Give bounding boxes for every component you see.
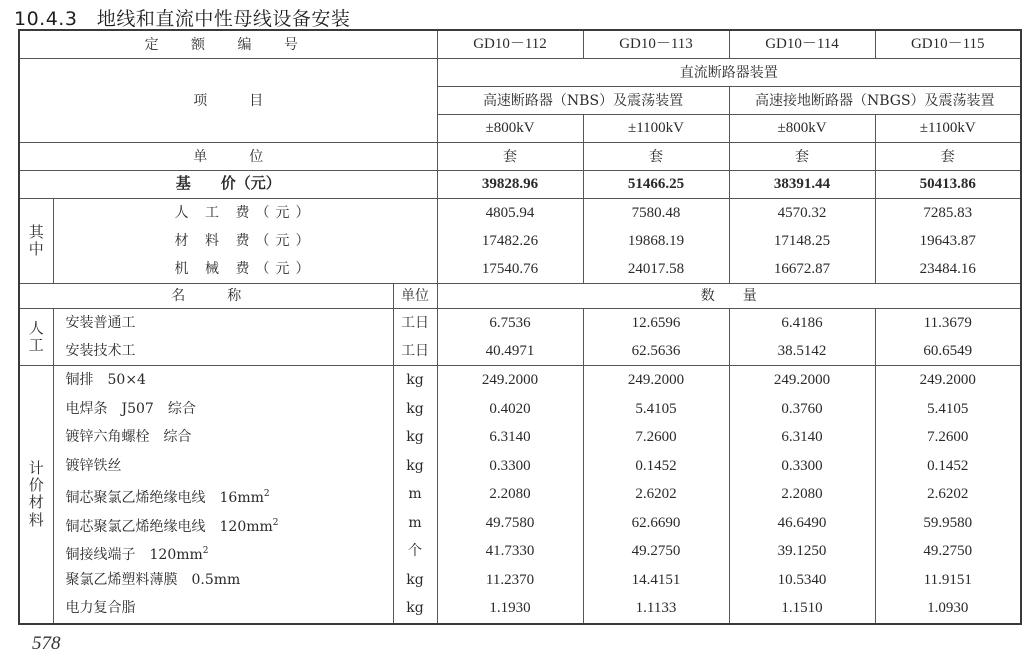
material-item-name: 镀锌六角螺栓 综合 xyxy=(65,429,192,445)
quantity-value: 6.7536 xyxy=(489,315,531,331)
material-col xyxy=(875,366,1021,624)
labor-col xyxy=(875,309,1021,366)
base-price-cell: 39828.96 xyxy=(437,171,583,199)
material-col xyxy=(437,366,583,624)
quantity-value: 49.2750 xyxy=(923,543,973,559)
material-item-unit: kg xyxy=(406,372,424,388)
quantity-value: 5.4105 xyxy=(635,400,677,417)
material-item-unit: kg xyxy=(406,600,424,616)
quantity-value: 14.4151 xyxy=(631,571,681,588)
breakdown-labels xyxy=(53,199,437,284)
item-subgroup-label: 高速接地断路器（NBGS）及震荡装置 xyxy=(729,87,1021,115)
quantity-value: 2.2080 xyxy=(781,486,823,502)
labor-names xyxy=(53,309,393,366)
materials-row xyxy=(19,366,1021,624)
quantity-value: 10.5340 xyxy=(777,571,827,588)
name-header: 名 称 xyxy=(19,284,393,309)
quantity-value: 1.1133 xyxy=(635,600,677,616)
quota-code-cell: GD10－113 xyxy=(583,30,729,59)
quantity-value: 0.4020 xyxy=(489,400,531,417)
labor-col xyxy=(583,309,729,366)
unit-cell: 套 xyxy=(583,143,729,171)
section-title: 10.4.3 地线和直流中性母线设备安装 xyxy=(14,8,351,30)
quantity-header: 数 量 xyxy=(437,284,1021,309)
unit-header: 单位 xyxy=(393,284,437,309)
labor-group-label: 人工 xyxy=(19,309,53,366)
material-item-name: 铜排 50×4 xyxy=(65,372,146,388)
material-item-name: 镀锌铁丝 xyxy=(65,457,122,474)
quantity-value: 2.6202 xyxy=(927,486,969,502)
quantity-value: 2.2080 xyxy=(489,486,531,502)
quantity-value: 6.4186 xyxy=(781,315,823,331)
material-item-name: 铜接线端子 $120mm^2$ xyxy=(65,546,209,563)
material-item-unit: kg xyxy=(406,571,424,588)
breakdown-col xyxy=(437,199,583,284)
quota-code-cell: GD10－115 xyxy=(875,30,1021,59)
base-price-cell: 38391.44 xyxy=(729,171,875,199)
quantity-value: 0.3300 xyxy=(781,457,823,474)
material-item-unit: 个 xyxy=(408,543,422,559)
cost-value: 17148.25 xyxy=(773,233,831,249)
material-item-unit: m xyxy=(408,514,422,531)
quantity-value: 5.4105 xyxy=(927,400,969,417)
material-cost-label: 材 料 费（元） xyxy=(174,233,316,249)
cost-value: 19643.87 xyxy=(919,233,976,249)
material-col xyxy=(583,366,729,624)
quantity-value: 11.9151 xyxy=(923,571,972,588)
quantity-value: 7.2600 xyxy=(635,429,677,445)
quantity-value: 0.3760 xyxy=(781,400,823,417)
quantity-value: 62.5636 xyxy=(631,343,681,359)
quantity-value: 59.9580 xyxy=(923,514,973,531)
labor-col xyxy=(729,309,875,366)
material-item-name: 聚氯乙烯塑料薄膜 0.5mm xyxy=(65,571,241,588)
labor-col xyxy=(437,309,583,366)
material-item-unit: m xyxy=(408,486,422,502)
cost-value: 24017.58 xyxy=(627,261,685,277)
quantity-value: 2.6202 xyxy=(635,486,677,502)
quantity-value: 12.6596 xyxy=(631,315,681,331)
quantity-value: 46.6490 xyxy=(777,514,827,531)
item-subgroup-label: 高速断路器（NBS）及震荡装置 xyxy=(437,87,729,115)
quantity-value: 7.2600 xyxy=(927,429,969,445)
quantity-value: 1.1510 xyxy=(781,600,823,616)
breakdown-col xyxy=(875,199,1021,284)
breakdown-group-label: 其中 xyxy=(19,199,53,284)
quantity-value: 0.3300 xyxy=(489,457,531,474)
material-names xyxy=(53,366,393,624)
quota-code-label: 定 额 编 号 xyxy=(19,30,437,59)
labor-units xyxy=(393,309,437,366)
labor-item-name: 安装技术工 xyxy=(65,343,136,359)
cost-value: 23484.16 xyxy=(919,261,976,277)
machine-cost-label: 机 械 费（元） xyxy=(174,261,316,277)
base-price-label: 基 价（元） xyxy=(19,171,437,199)
detail-header-row xyxy=(19,284,1021,309)
quantity-value: 41.7330 xyxy=(485,543,535,559)
quantity-value: 0.1452 xyxy=(635,457,677,474)
breakdown-col xyxy=(729,199,875,284)
quantity-value: 6.3140 xyxy=(781,429,823,445)
unit-cell: 套 xyxy=(437,143,583,171)
quantity-value: 1.1930 xyxy=(489,600,531,616)
quantity-value: 6.3140 xyxy=(489,429,531,445)
cost-value: 4805.94 xyxy=(485,205,535,221)
material-item-unit: kg xyxy=(406,457,424,474)
quantity-value: 60.6549 xyxy=(923,343,973,359)
quota-table xyxy=(18,29,1022,625)
cost-value: 16672.87 xyxy=(773,261,831,277)
base-price-cell: 50413.86 xyxy=(875,171,1021,199)
page-number: 578 xyxy=(32,633,61,654)
material-item-name: 铜芯聚氯乙烯绝缘电线 $16mm^2$ xyxy=(65,489,270,506)
breakdown-col xyxy=(583,199,729,284)
quantity-value: 249.2000 xyxy=(627,372,685,388)
quantity-value: 38.5142 xyxy=(777,343,827,359)
voltage-cell: ±800kV xyxy=(437,115,583,143)
base-price-cell: 51466.25 xyxy=(583,171,729,199)
quantity-value: 11.3679 xyxy=(923,315,972,331)
quota-code-cell: GD10－112 xyxy=(437,30,583,59)
cost-value: 7285.83 xyxy=(923,205,973,221)
item-group-label: 直流断路器装置 xyxy=(437,59,1021,87)
cost-value: 4570.32 xyxy=(777,205,827,221)
quantity-value: 49.2750 xyxy=(631,543,681,559)
cost-value: 17482.26 xyxy=(481,233,539,249)
labor-row xyxy=(19,309,1021,366)
voltage-cell: ±1100kV xyxy=(583,115,729,143)
materials-group-label: 计价材料 xyxy=(19,366,53,624)
material-item-name: 电力复合脂 xyxy=(65,600,136,616)
unit-cell: 套 xyxy=(729,143,875,171)
unit-cell: 套 xyxy=(875,143,1021,171)
material-item-unit: kg xyxy=(406,400,424,417)
quantity-value: 62.6690 xyxy=(631,514,681,531)
material-item-unit: kg xyxy=(406,429,424,445)
unit-row xyxy=(19,143,1021,171)
quantity-value: 249.2000 xyxy=(773,372,831,388)
labor-item-name: 安装普通工 xyxy=(65,315,136,331)
quota-code-cell: GD10－114 xyxy=(729,30,875,59)
material-item-name: 铜芯聚氯乙烯绝缘电线 $120mm^2$ xyxy=(65,517,279,535)
material-units xyxy=(393,366,437,624)
quantity-value: 11.2370 xyxy=(485,571,535,588)
cost-value: 17540.76 xyxy=(481,261,539,277)
cost-value: 19868.19 xyxy=(627,233,685,249)
base-price-row xyxy=(19,171,1021,199)
quantity-value: 1.0930 xyxy=(927,600,969,616)
quantity-value: 39.1250 xyxy=(777,543,827,559)
quantity-value: 49.7580 xyxy=(485,514,535,531)
quantity-value: 40.4971 xyxy=(485,343,535,359)
unit-label: 单 位 xyxy=(19,143,437,171)
voltage-cell: ±1100kV xyxy=(875,115,1021,143)
labor-item-unit: 工日 xyxy=(401,315,429,331)
quantity-value: 0.1452 xyxy=(927,457,969,474)
item-label: 项 目 xyxy=(19,59,437,143)
material-col xyxy=(729,366,875,624)
quantity-value: 249.2000 xyxy=(919,372,976,388)
quota-code-row xyxy=(19,30,1021,59)
item-group-row xyxy=(19,59,1021,87)
labor-item-unit: 工日 xyxy=(401,343,429,359)
labor-cost-label: 人 工 费（元） xyxy=(174,205,316,221)
breakdown-row xyxy=(19,199,1021,284)
voltage-cell: ±800kV xyxy=(729,115,875,143)
quantity-value: 249.2000 xyxy=(481,372,539,388)
material-item-name: 电焊条 J507 综合 xyxy=(65,400,196,417)
cost-value: 7580.48 xyxy=(631,205,681,221)
